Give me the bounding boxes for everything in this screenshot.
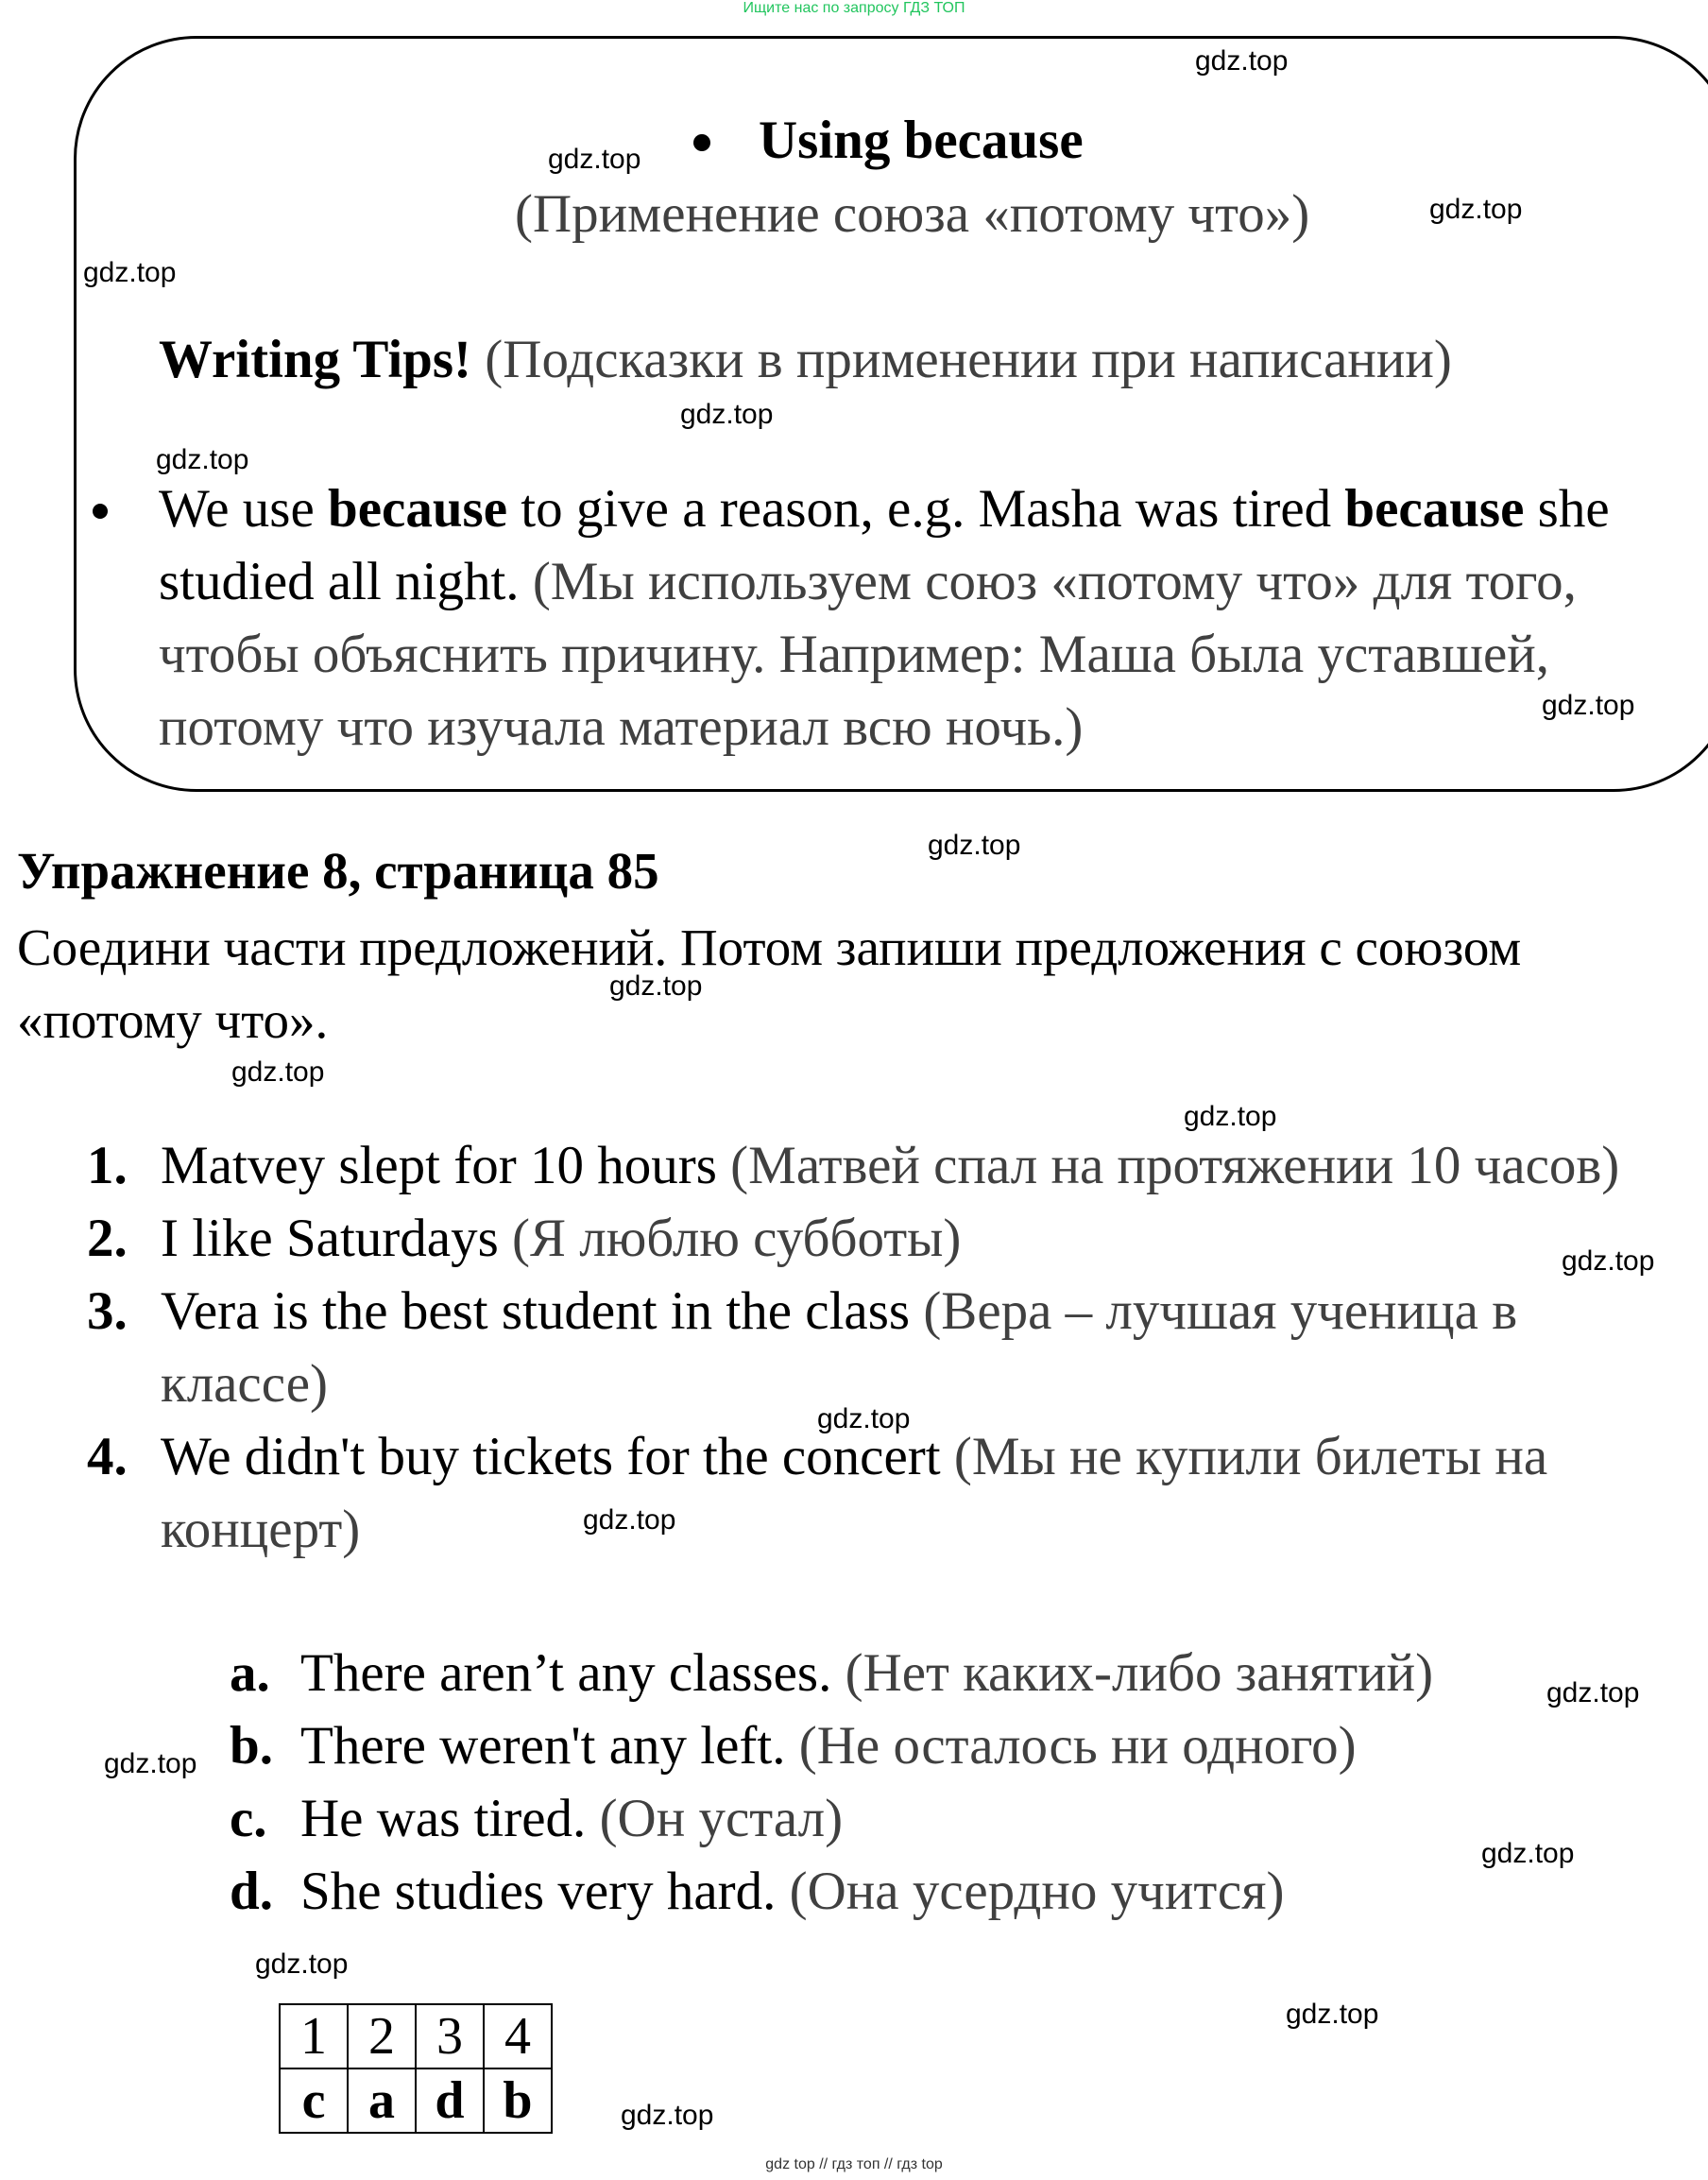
item-number: 2. [87, 1209, 128, 1268]
option-translation: (Нет каких-либо занятий) [831, 1643, 1434, 1703]
answer-letter-cell: b [484, 2068, 552, 2133]
watermark: gdz.top [928, 830, 1021, 861]
exercise-heading: Упражнение 8, страница 85 [17, 842, 659, 900]
answer-number-cell: 4 [484, 2004, 552, 2068]
item-number: 4. [87, 1427, 128, 1486]
option-letter: a. [230, 1643, 270, 1703]
item-number: 1. [87, 1136, 128, 1195]
option-english: There weren't any left. [300, 1716, 786, 1776]
list-item [230, 1782, 843, 1855]
item-english: Matvey slept for 10 hours [161, 1136, 717, 1195]
answer-letter-cell: d [416, 2068, 484, 2133]
watermark: gdz.top [621, 2100, 714, 2131]
item-translation: (Матвей спал на протяжении 10 часов) [716, 1136, 1620, 1195]
watermark: gdz.top [255, 1948, 349, 1980]
watermark: gdz.top [1481, 1838, 1575, 1869]
option-translation: (Она усердно учится) [776, 1862, 1285, 1921]
answer-table-numbers-row [280, 2004, 552, 2068]
list-item [87, 1420, 1617, 1566]
rule-translation: (Мы используем союз «потому что» для того, чтобы объяснить причину. Например: Маша была уставшей, потому что изучала материал всю ночь.) [159, 552, 1577, 757]
list-item [87, 1202, 1693, 1275]
title-bullet-icon [693, 134, 710, 151]
watermark: gdz.top [231, 1056, 325, 1088]
watermark: gdz.top [1429, 194, 1523, 225]
tips-subtitle: (Применение союза «потому что») [515, 184, 1310, 244]
writing-tips-label: Writing Tips! [159, 330, 472, 389]
rule-part-1: We use [159, 479, 329, 539]
list-item [230, 1709, 1357, 1782]
rule-keyword-1: because [328, 479, 507, 539]
option-translation: (Он устал) [586, 1789, 844, 1848]
watermark: gdz.top [583, 1504, 676, 1536]
option-letter: c. [230, 1789, 267, 1848]
watermark: gdz.top [1195, 45, 1289, 77]
answer-table [279, 2003, 553, 2134]
option-english: She studies very hard. [300, 1862, 777, 1921]
bottom-banner[interactable]: gdz top // гдз топ // гдз top [765, 2156, 943, 2172]
option-letter: b. [230, 1716, 273, 1776]
option-english: There aren’t any classes. [300, 1643, 832, 1703]
option-translation: (Не осталось ни одного) [785, 1716, 1357, 1776]
answer-letter-cell: a [348, 2068, 416, 2133]
top-banner[interactable]: Ищите нас по запросу ГДЗ ТОП [743, 0, 965, 16]
watermark: gdz.top [817, 1403, 911, 1434]
watermark: gdz.top [609, 970, 703, 1002]
watermark: gdz.top [1542, 690, 1635, 721]
list-item [87, 1129, 1693, 1202]
watermark: gdz.top [548, 144, 641, 175]
item-translation: (Вера – лучшая ученица в классе) [161, 1281, 1518, 1414]
list-item [230, 1855, 1284, 1928]
answer-table-letters-row [280, 2068, 552, 2133]
option-letter: d. [230, 1862, 273, 1921]
watermark: gdz.top [1184, 1101, 1277, 1132]
rule-part-2: to give a reason, e.g. Masha was tired [507, 479, 1345, 539]
tips-title: Using because [759, 111, 1084, 170]
item-english: We didn't buy tickets for the concert [161, 1427, 941, 1486]
list-item [87, 1275, 1598, 1420]
watermark: gdz.top [156, 444, 249, 475]
rule-part-3: she studied all night. [159, 479, 1610, 611]
watermark: gdz.top [83, 257, 177, 288]
answer-letter-cell: c [280, 2068, 348, 2133]
item-translation: (Я люблю субботы) [498, 1209, 962, 1268]
rule-keyword-2: because [1344, 479, 1525, 539]
item-number: 3. [87, 1281, 128, 1341]
watermark: gdz.top [1546, 1677, 1640, 1708]
list-item [230, 1637, 1433, 1709]
writing-tips-line [159, 330, 1452, 389]
item-english: I like Saturdays [161, 1209, 499, 1268]
exercise-instruction: Соедини части предложений. Потом запиши предложения с союзом «потому что». [17, 918, 1522, 1049]
writing-tips-translation: (Подсказки в применении при написании) [485, 330, 1452, 389]
rule-bullet-icon [93, 504, 108, 519]
watermark: gdz.top [1562, 1245, 1655, 1277]
option-english: He was tired. [300, 1789, 587, 1848]
watermark: gdz.top [680, 399, 774, 430]
answer-number-cell: 2 [348, 2004, 416, 2068]
answer-number-cell: 3 [416, 2004, 484, 2068]
answer-number-cell: 1 [280, 2004, 348, 2068]
watermark: gdz.top [1286, 1999, 1379, 2030]
watermark: gdz.top [104, 1748, 197, 1779]
because-rule [159, 472, 1670, 764]
item-translation: (Мы не купили билеты на концерт) [161, 1427, 1548, 1559]
item-english: Vera is the best student in the class [161, 1281, 911, 1341]
